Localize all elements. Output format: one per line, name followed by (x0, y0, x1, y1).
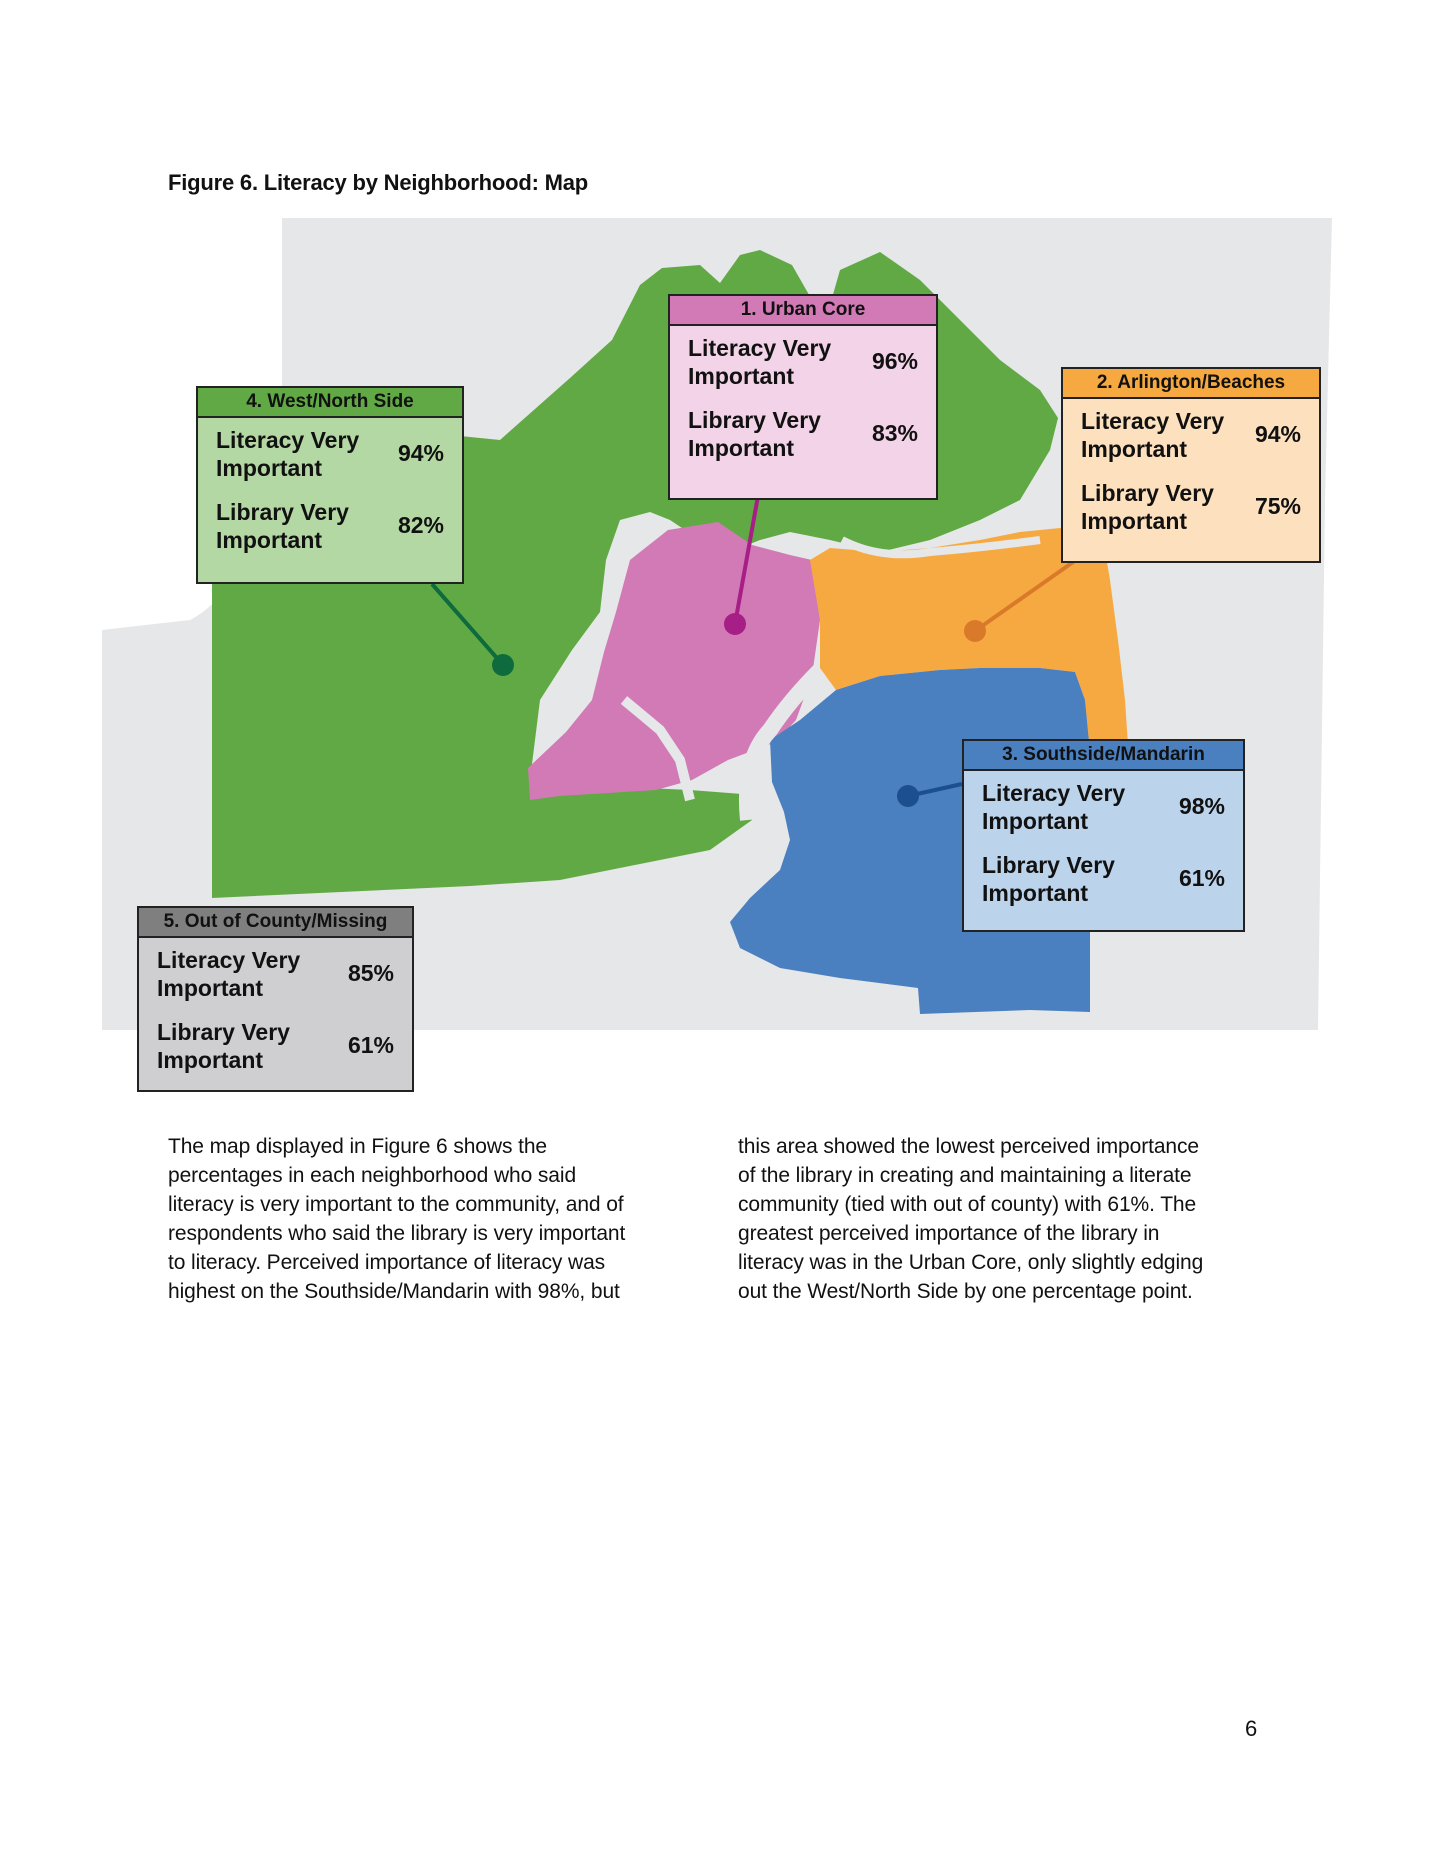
stat-label: Library Very Important (157, 1019, 290, 1073)
stat-label: Literacy Very Important (216, 427, 360, 481)
paragraph-right: this area showed the lowest perceived importance of the library in creating and maintaining a literate community (tied with out of county) with 61%. The greatest perceived importance of the library in literacy was in the Urban Core, only slightly edging out the West/North Side by one percentage point. (738, 1135, 1204, 1303)
callout-header: 2. Arlington/Beaches (1063, 369, 1319, 399)
figure-title: Figure 6. Literacy by Neighborhood: Map (168, 170, 589, 195)
callout-header: 1. Urban Core (670, 296, 936, 326)
stat-label: Library Very Important (982, 852, 1115, 906)
stat-label: Library Very Important (1081, 480, 1214, 534)
stat-label: Literacy Very Important (982, 780, 1126, 834)
callout-urban-core (668, 294, 938, 500)
callout-header: 4. West/North Side (198, 388, 462, 418)
stat-value: 85% (347, 960, 394, 986)
stat-value: 94% (1254, 421, 1301, 447)
callout-body (1063, 399, 1319, 561)
callout-header: 5. Out of County/Missing (139, 908, 412, 938)
stat-row-literacy (139, 938, 412, 1010)
stat-row-literacy (1063, 399, 1319, 471)
stat-row-literacy (198, 418, 462, 490)
stat-value: 96% (871, 348, 918, 374)
stat-label: Literacy Very Important (1081, 408, 1225, 462)
dot-west-north (492, 654, 514, 676)
stat-row-library (139, 1010, 412, 1082)
stat-label: Literacy Very Important (157, 947, 301, 1001)
stat-value: 75% (1254, 493, 1301, 519)
dot-arlington (964, 620, 986, 642)
stat-label: Literacy Very Important (688, 335, 832, 389)
dot-southside (897, 785, 919, 807)
callout-body (670, 326, 936, 498)
paragraph-left: The map displayed in Figure 6 shows the percentages in each neighborhood who said literacy is very important to the community, and of respondents who said the library is very important to literacy. Perceived importance of literacy was highest on the Southside/Mandarin with 98%, but (168, 1135, 626, 1303)
callout-body (198, 418, 462, 582)
stat-row-library (1063, 471, 1319, 543)
stat-value: 83% (871, 420, 918, 446)
dot-urban-core (724, 613, 746, 635)
stat-row-library (198, 490, 462, 562)
stat-value: 61% (1178, 865, 1225, 891)
stat-label: Library Very Important (688, 407, 821, 461)
stat-label: Library Very Important (216, 499, 349, 553)
stat-row-library (964, 843, 1243, 915)
callout-arlington-beaches (1061, 367, 1321, 563)
stat-value: 61% (347, 1032, 394, 1058)
stat-value: 94% (397, 440, 444, 466)
callout-out-of-county (137, 906, 414, 1092)
stat-value: 82% (397, 512, 444, 538)
callout-west-north-side (196, 386, 464, 584)
stat-row-literacy (670, 326, 936, 398)
callout-body (964, 771, 1243, 930)
callout-header: 3. Southside/Mandarin (964, 741, 1243, 771)
stat-row-literacy (964, 771, 1243, 843)
stat-row-library (670, 398, 936, 470)
stat-value: 98% (1178, 793, 1225, 819)
callout-body (139, 938, 412, 1090)
callout-southside-mandarin (962, 739, 1245, 932)
page-number: 6 (1245, 1716, 1258, 1741)
